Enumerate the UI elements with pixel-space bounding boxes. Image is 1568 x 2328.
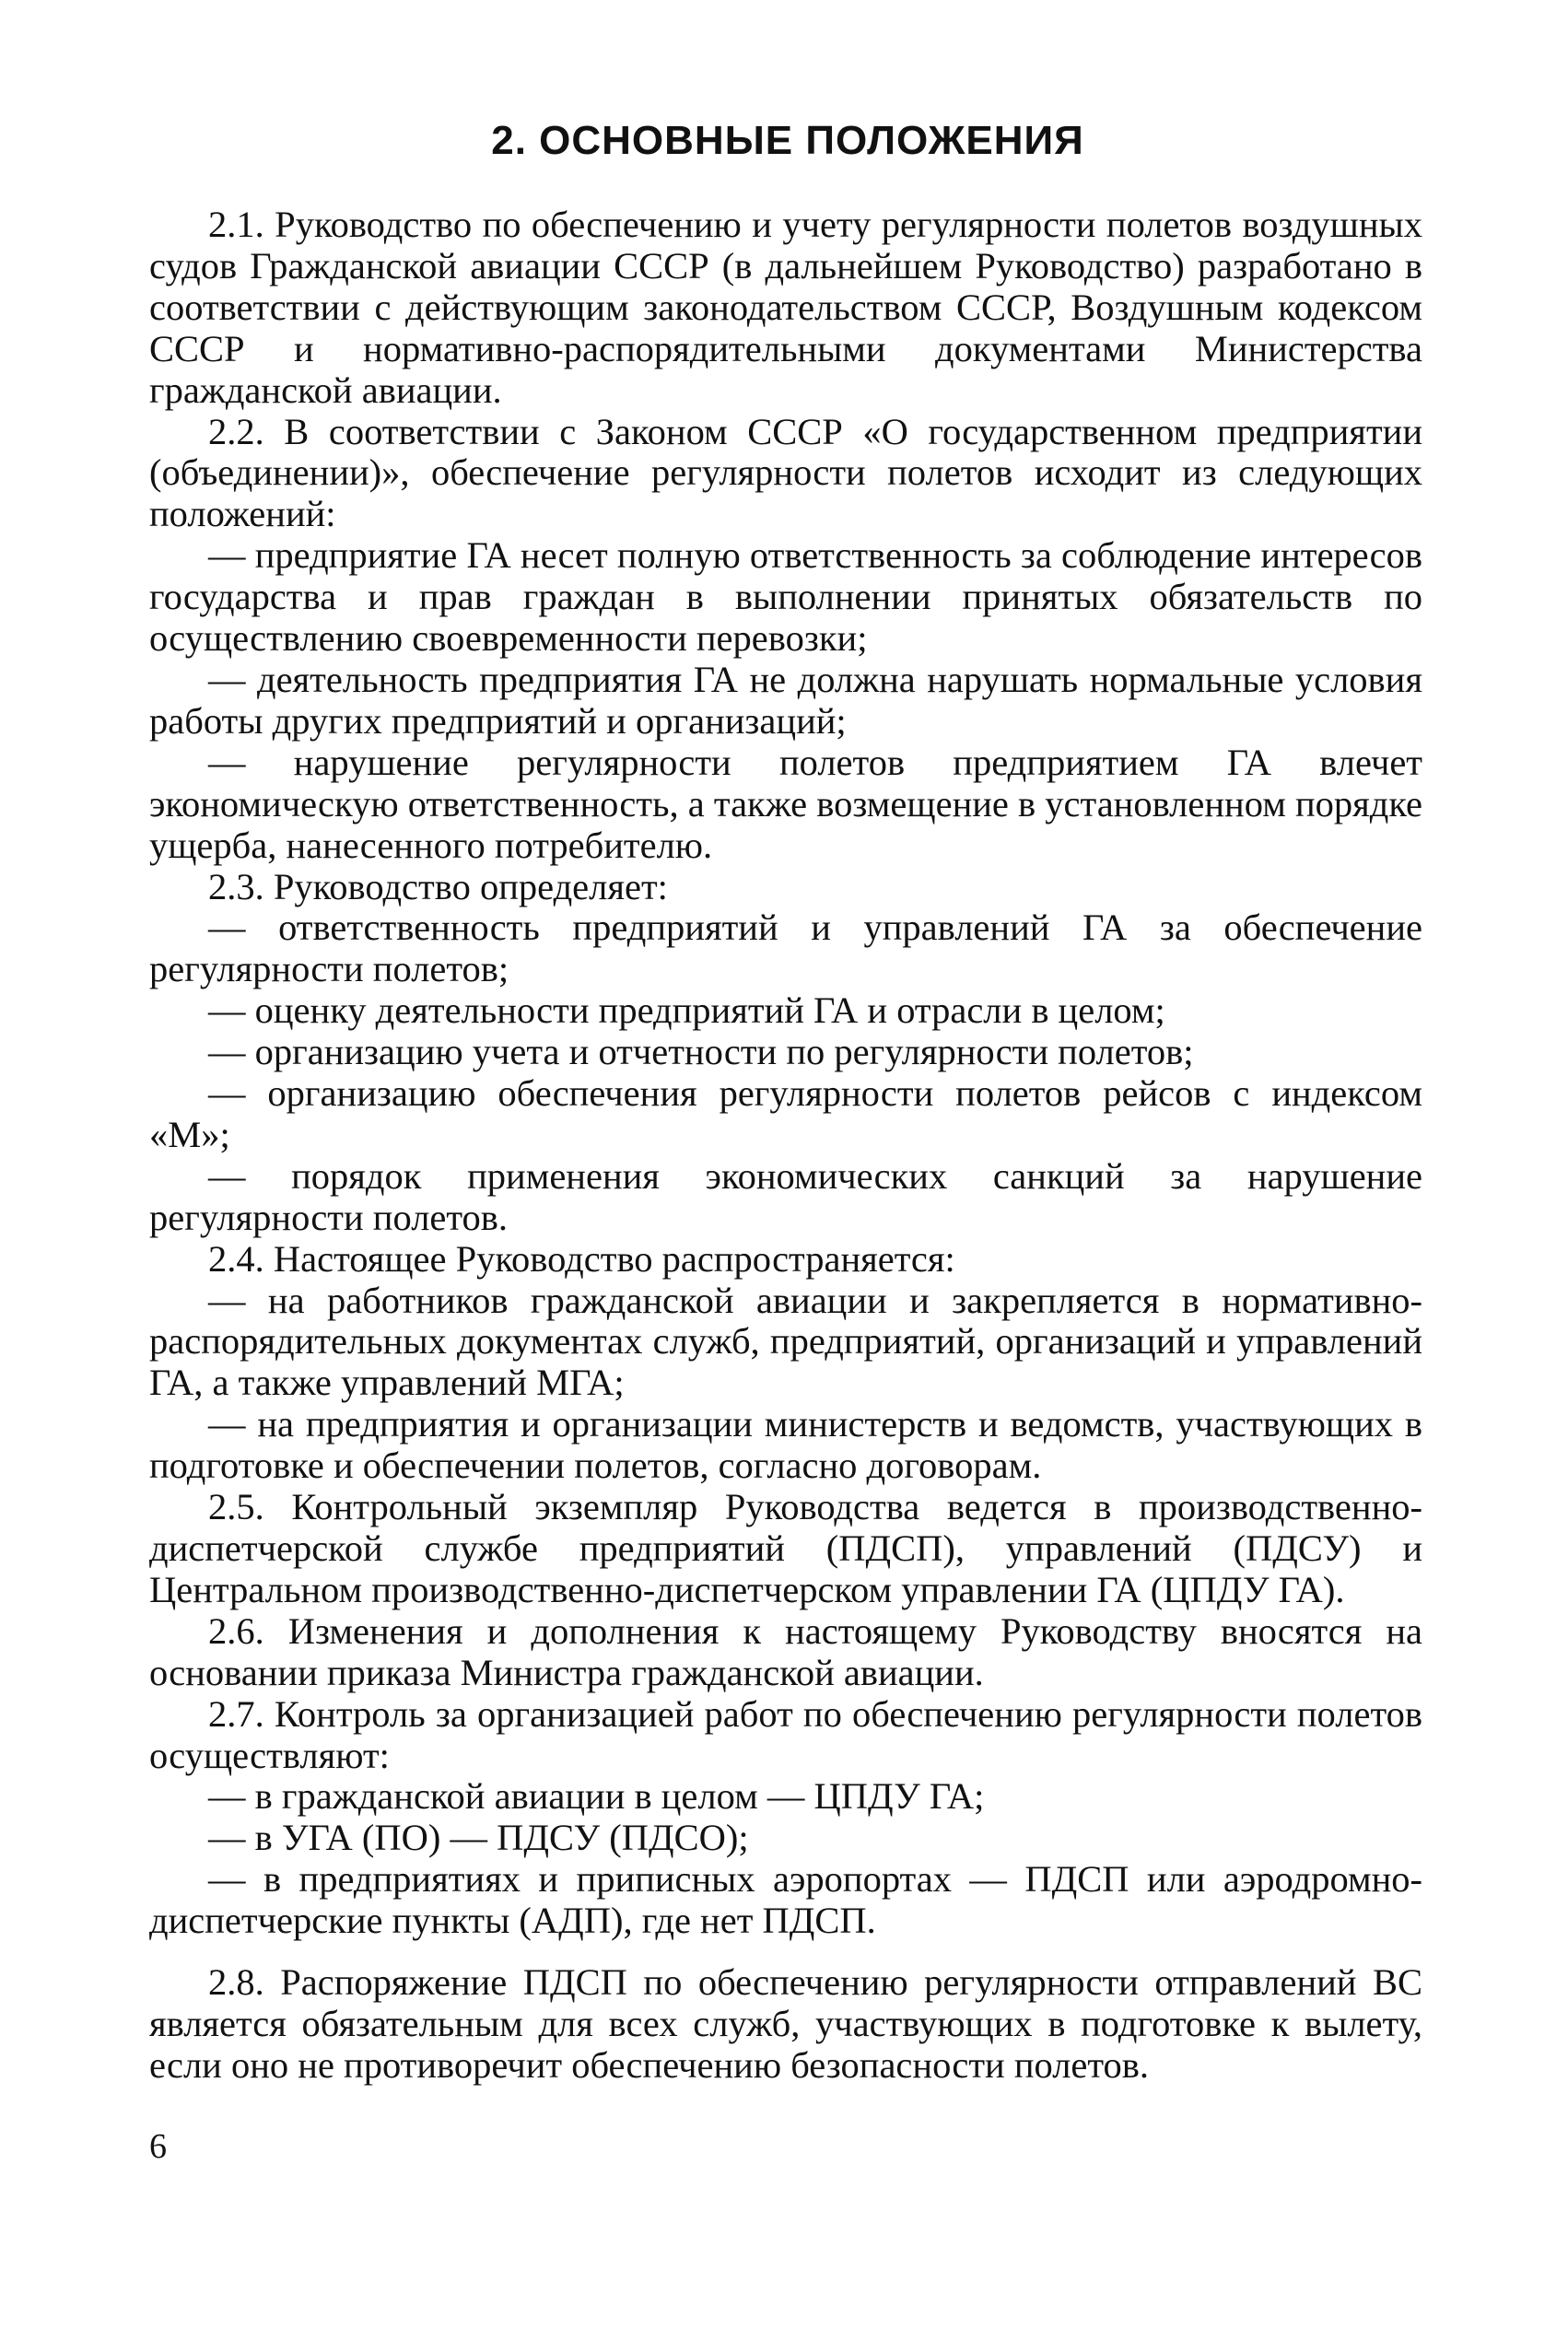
paragraph-2-7: 2.7. Контроль за организацией работ по обеспечению регулярности полетов осуществляют: bbox=[149, 1692, 1422, 1776]
paragraph-2-1: 2.1. Руководство по обеспечению и учету регулярности полетов воздушных судов Гражданской авиации СССР (в дальнейшем Руководство) разработано в соответствии с действующим законодательством СССР, Воздушным кодексом СССР и нормативно-распорядительными документами Министерства гражданской авиации. bbox=[149, 204, 1422, 411]
list-item: — организацию обеспечения регулярности полетов рейсов с индексом «М»; bbox=[149, 1072, 1422, 1155]
paragraph-2-3: 2.3. Руководство определяет: bbox=[208, 865, 668, 907]
list-item: — в гражданской авиации в целом — ЦПДУ ГА; bbox=[208, 1775, 985, 1818]
list-item: — организацию учета и отчетности по регулярности полетов; bbox=[208, 1031, 1194, 1073]
section-title: 2. ОСНОВНЫЕ ПОЛОЖЕНИЯ bbox=[491, 118, 1084, 163]
list-item: — деятельность предприятия ГА не должна нарушать нормальные условия работы других предприятий и организаций; bbox=[149, 658, 1422, 742]
list-item: — предприятие ГА несет полную ответственность за соблюдение интересов государства и прав граждан в выполнении принятых обязательств по осуществлению своевременности перевозки; bbox=[149, 534, 1422, 660]
section-body bbox=[149, 205, 1422, 2087]
paragraph-2-6: 2.6. Изменения и дополнения к настоящему Руководству вносятся на основании приказа Министра гражданской авиации. bbox=[149, 1609, 1422, 1693]
list-item: — в предприятиях и приписных аэропортах — ПДСП или аэродромно-диспетчерские пункты (АДП), где нет ПДСП. bbox=[149, 1858, 1422, 1942]
list-item: — на предприятия и организации министерств и ведомств, участвующих в подготовке и обеспечении полетов, согласно договорам. bbox=[149, 1403, 1422, 1487]
list-item: — ответственность предприятий и управлений ГА за обеспечение регулярности полетов; bbox=[149, 907, 1422, 990]
list-item: — нарушение регулярности полетов предприятием ГА влечет экономическую ответственность, а также возмещение в установленном порядке ущерба, нанесенного потребителю. bbox=[149, 741, 1422, 866]
list-item: — на работников гражданской авиации и закрепляется в нормативно-распорядительных документах служб, предприятий, организаций и управлений ГА, а также управлений МГА; bbox=[149, 1279, 1422, 1404]
list-item: — в УГА (ПО) — ПДСУ (ПДСО); bbox=[208, 1817, 749, 1859]
paragraph-2-8: 2.8. Распоряжение ПДСП по обеспечению регулярности отправлений ВС является обязательным для всех служб, участвующих в подготовке к вылету, если оно не противоречит обеспечению безопасности полетов. bbox=[149, 1961, 1422, 2086]
page-number: 6 bbox=[149, 2127, 167, 2166]
list-item: — оценку деятельности предприятий ГА и отрасли в целом; bbox=[208, 989, 1165, 1032]
list-item: — порядок применения экономических санкций за нарушение регулярности полетов. bbox=[149, 1154, 1422, 1238]
paragraph-2-2: 2.2. В соответствии с Законом СССР «О государственном предприятии (объединении)», обеспечение регулярности полетов исходит из следующих положений: bbox=[149, 410, 1422, 535]
paragraph-2-4: 2.4. Настоящее Руководство распространяется: bbox=[208, 1237, 955, 1280]
paragraph-2-5: 2.5. Контрольный экземпляр Руководства ведется в производственно-диспетчерской службе предприятий (ПДСП), управлений (ПДСУ) и Центральном производственно-диспетчерском управлении ГА (ЦПДУ ГА). bbox=[149, 1486, 1422, 1610]
